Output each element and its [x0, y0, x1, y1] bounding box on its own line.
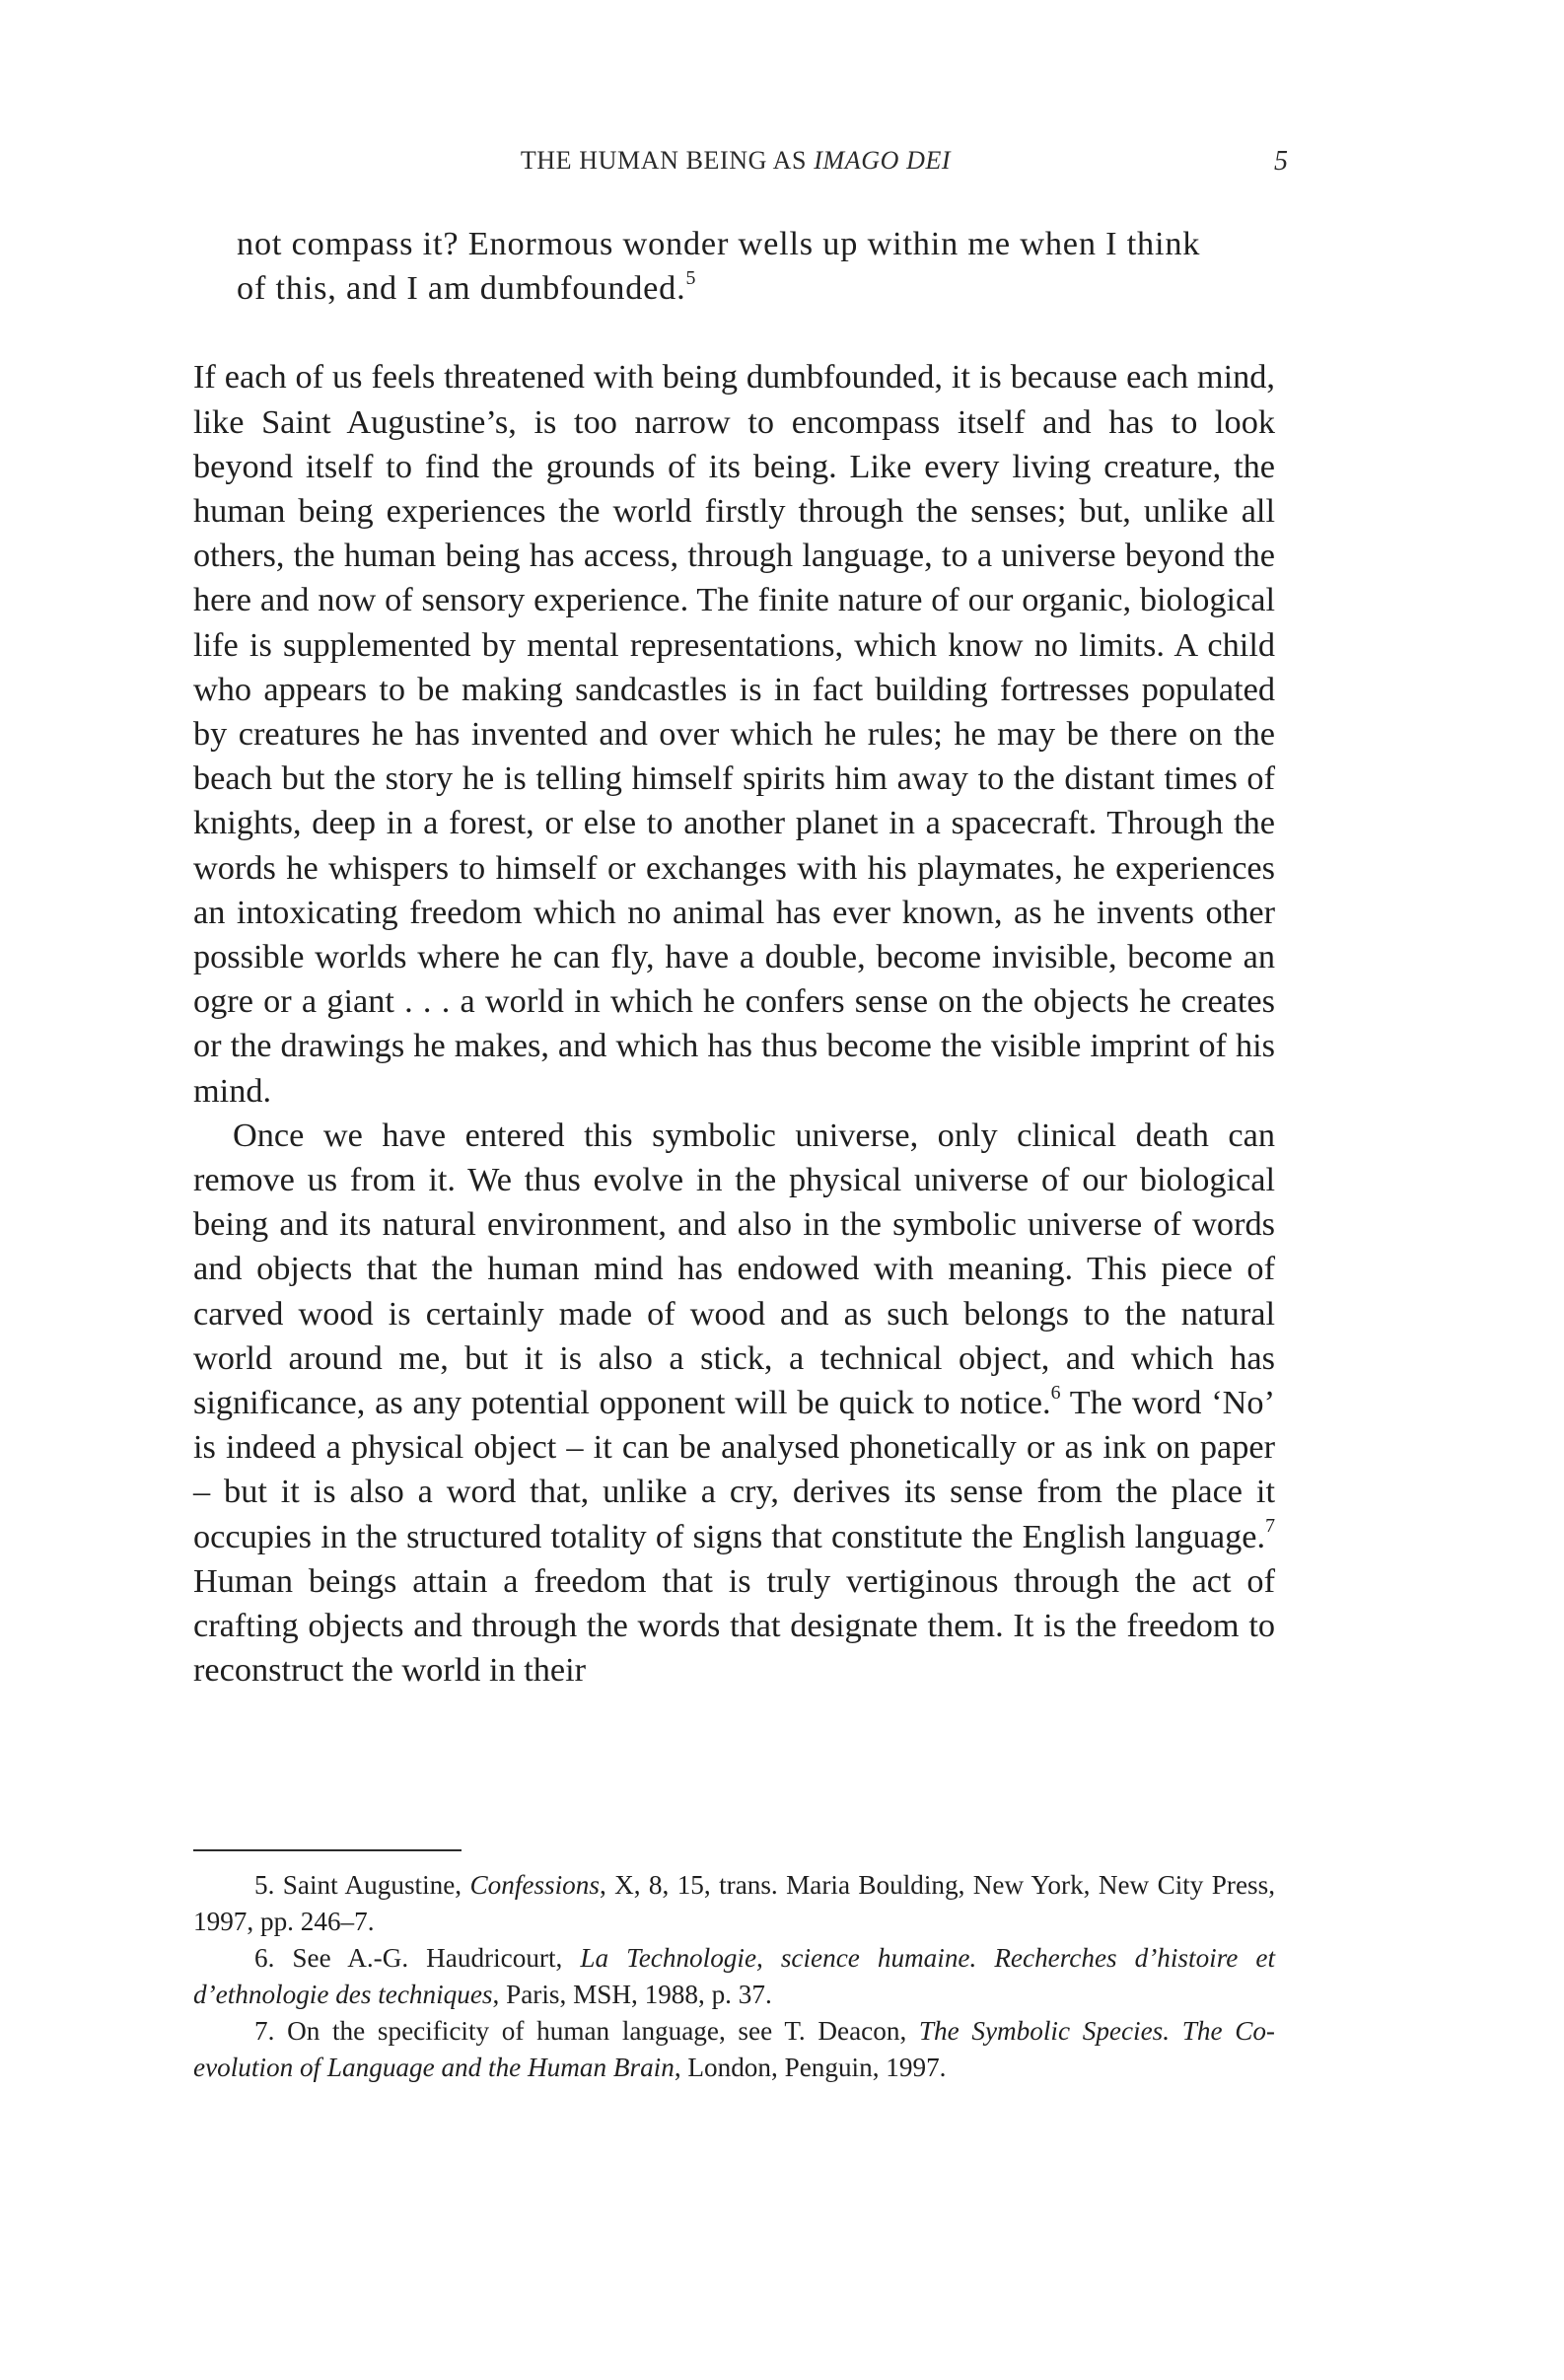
footnote-6-number: 6. — [254, 1943, 275, 1973]
page-number: 5 — [1274, 146, 1288, 177]
main-text — [193, 222, 1275, 1694]
footnote-5-text: Saint Augustine, — [274, 1870, 470, 1900]
footnote-6 — [193, 1940, 1275, 2013]
footnote-6-text: See A.-G. Haudricourt, — [274, 1943, 581, 1973]
running-head-text: THE HUMAN BEING AS — [520, 146, 815, 175]
footnote-ref-6: 6 — [1050, 1381, 1061, 1404]
footnote-7-number: 7. — [254, 2016, 275, 2046]
footnote-7 — [193, 2013, 1275, 2086]
block-quote — [193, 222, 1275, 311]
footnote-ref-5: 5 — [685, 266, 697, 289]
footnote-7-rest: , London, Penguin, 1997. — [674, 2053, 947, 2082]
footnote-7-text: On the specificity of human language, see T. Deacon, — [274, 2016, 919, 2046]
footnote-5 — [193, 1867, 1275, 1940]
paragraph-2-part-1: Once we have entered this symbolic universe, only clinical death can remove us from it. We thus evolve in the physical universe of our biological being and its natural environment, and also in the symbolic universe of words and objects that the human mind has endowed with meaning. This piece of carved wood is certainly made of wood and as such belongs to the natural world around me, but it is also a stick, a technical object, and which has significance, as any potential opponent will be quick to notice. — [193, 1116, 1275, 1422]
paragraph-2-part-3: Human beings attain a freedom that is truly vertiginous through the act of crafting objects and through the words that designate them. It is the freedom to reconstruct the world in their — [193, 1561, 1275, 1690]
paragraph-2 — [193, 1114, 1275, 1694]
quote-text: not compass it? Enormous wonder wells up within me when I think of this, and I am dumbfounded. — [237, 225, 1201, 308]
footnote-5-rest: , X, 8, 15, trans. Maria Boulding, New York, New City Press, 1997, pp. 246–7. — [193, 1870, 1275, 1936]
paragraph-1: If each of us feels threatened with being dumbfounded, it is because each mind, like Saint Augustine’s, is too narrow to encompass itself and has to look beyond itself to find the grounds of its being. Like every living creature, the human being experiences the world firstly through the senses; but, unlike all others, the human being has access, through language, to a universe beyond the here and now of sensory experience. The finite nature of our organic, biological life is supplemented by mental representations, which know no limits. A child who appears to be making sandcastles is in fact building fortresses populated by creatures he has invented and over which he rules; he may be there on the beach but the story he is telling himself spirits him away to the distant times of knights, deep in a forest, or else to another planet in a spacecraft. Through the words he whispers to himself or exchanges with his playmates, he experiences an intoxicating freedom which no animal has ever known, as he invents other possible worlds where he can fly, have a double, become invisible, become an ogre or a giant . . . a world in which he confers sense on the objects he creates or the drawings he makes, and which has thus become the visible imprint of his mind. — [193, 358, 1275, 1110]
footnote-6-title: La Technologie, science humaine. Recherches d’histoire et d’ethnologie des techniques — [193, 1943, 1276, 2009]
page-header — [193, 146, 1288, 185]
running-head-italic: IMAGO DEI — [814, 146, 952, 175]
footnote-6-rest: , Paris, MSH, 1988, p. 37. — [492, 1980, 772, 2009]
footnotes — [193, 1867, 1275, 2086]
footnote-ref-7: 7 — [1265, 1515, 1275, 1538]
footnote-rule — [193, 1849, 462, 1851]
footnote-5-title: Confessions — [469, 1870, 600, 1900]
paragraph-2-part-2: The word ‘No’ is indeed a physical object – it can be analysed phonetically or as ink on paper – but it is also a word that, unlike a cry, derives its sense from the place it occupies in the structured totality of signs that constitute the English language. — [193, 1384, 1275, 1555]
running-head — [193, 146, 1278, 176]
footnote-7-title: The Symbolic Species. The Co-evolution of Language and the Human Brain — [193, 2016, 1275, 2082]
footnote-5-number: 5. — [254, 1870, 275, 1900]
